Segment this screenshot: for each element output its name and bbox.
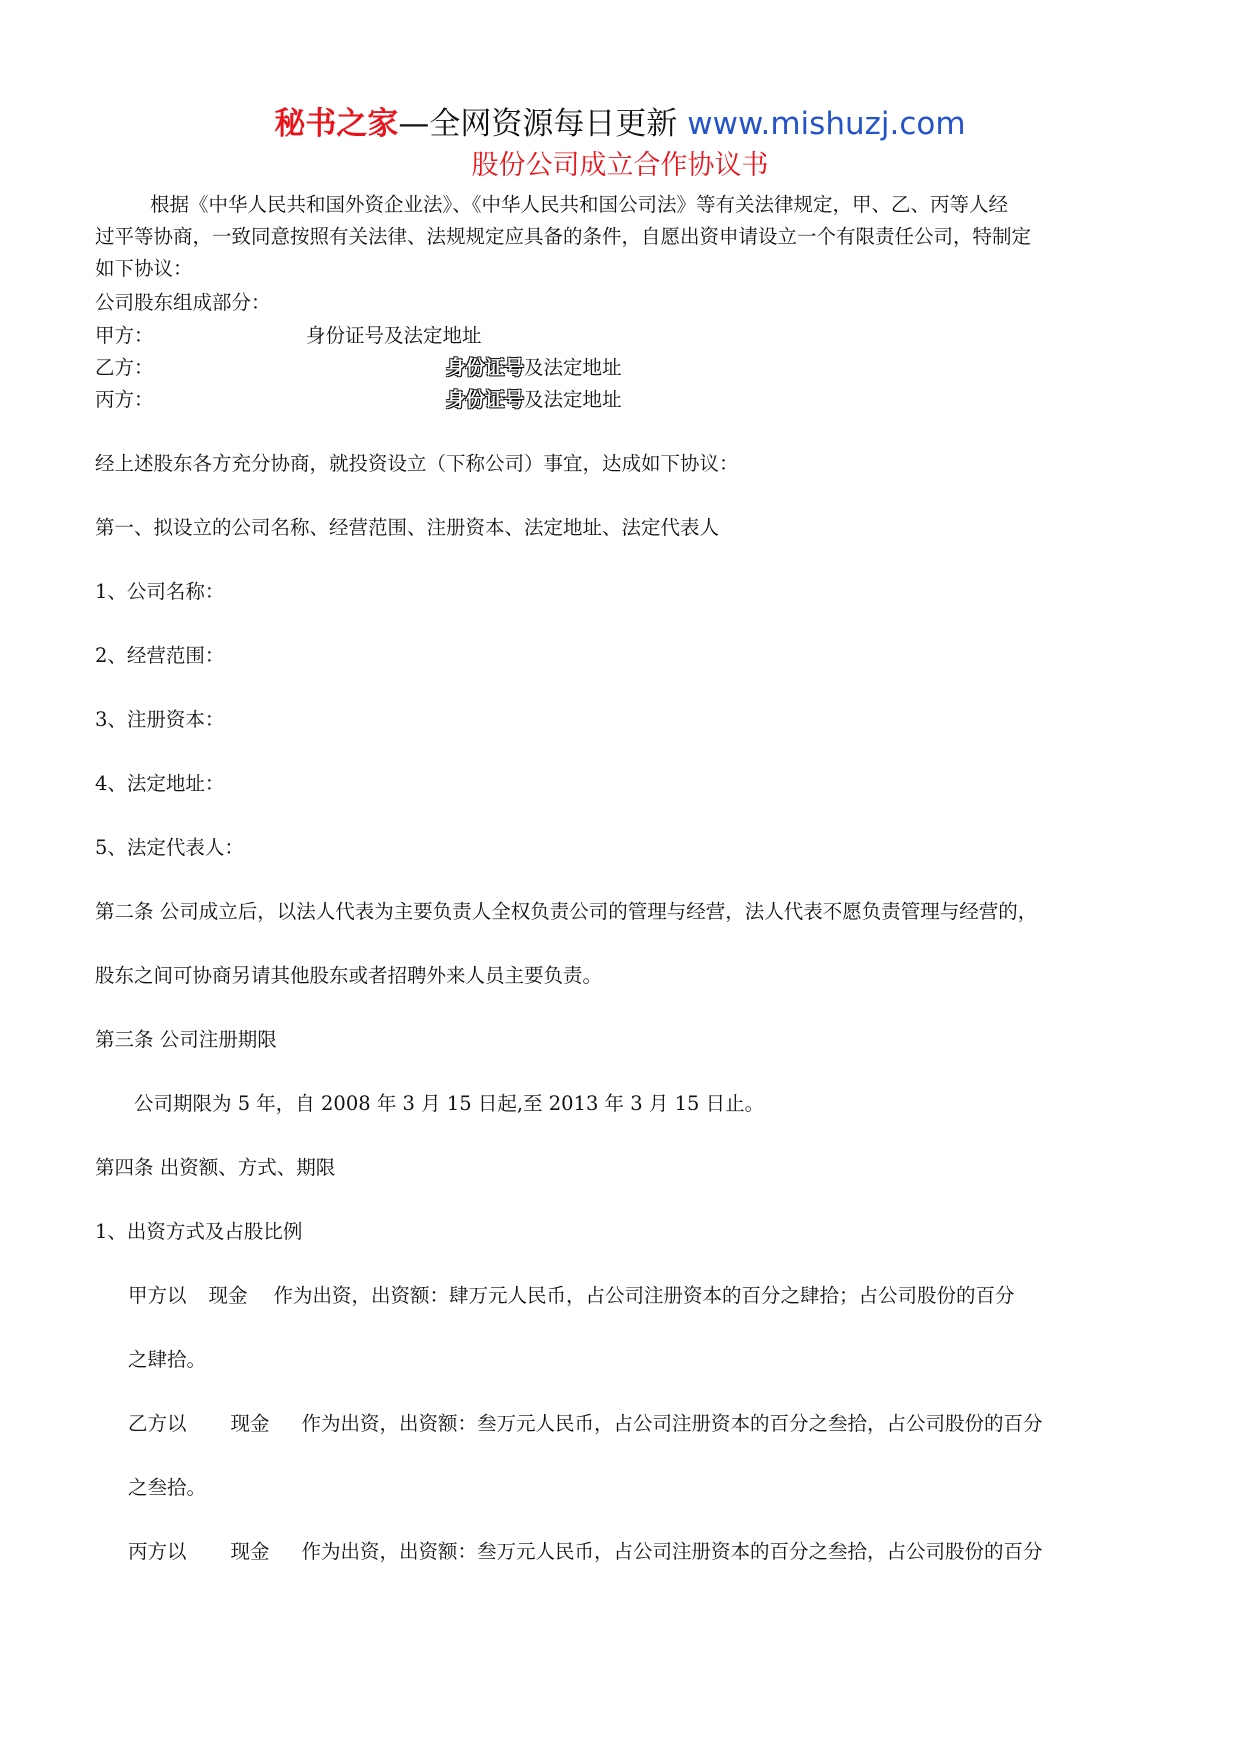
- document-title: 股份公司成立合作协议书: [471, 150, 769, 181]
- intro-line-1: 根据《中华人民共和国外资企业法》、《中华人民共和国公司法》等有关法律规定，甲、乙、丙等人经: [150, 193, 1009, 216]
- contribution-tail-a: 之肆拾。: [128, 1348, 207, 1371]
- article1-item-2: 2、经营范围：: [95, 644, 225, 667]
- contribution-method-b: 现金: [230, 1412, 270, 1435]
- article2-line-1: 第二条 公司成立后，以法人代表为主要负责人全权负责公司的管理与经营，法人代表不愿负责管理与经营的，: [95, 900, 1038, 923]
- party-id-text-a: 身份证号及法定地址: [306, 324, 482, 347]
- contribution-party-b: 乙方以: [128, 1412, 187, 1435]
- contribution-rest-a: 作为出资，出资额：肆万元人民币，占公司注册资本的百分之肆拾；占公司股份的百分: [273, 1284, 1015, 1307]
- party-label-c: 丙方：: [95, 388, 154, 411]
- shareholders-heading: 公司股东组成部分：: [95, 291, 271, 314]
- article3-heading: 第三条 公司注册期限: [95, 1028, 277, 1051]
- contribution-method-c: 现金: [230, 1540, 270, 1563]
- contribution-c: [128, 1536, 1043, 1568]
- contribution-tail-b: 之叁拾。: [128, 1476, 207, 1499]
- party-id-text-b: 及法定地址: [524, 356, 622, 379]
- contribution-party-c: 丙方以: [128, 1540, 187, 1563]
- party-id-outlined-b: 身份证号: [446, 356, 525, 379]
- contribution-b: [128, 1408, 1043, 1440]
- article1-item-4: 4、法定地址：: [95, 772, 225, 795]
- article4-sub: 1、出资方式及占股比例: [95, 1220, 303, 1243]
- site-url-link[interactable]: www.mishuzj.com: [687, 106, 966, 142]
- article4-heading: 第四条 出资额、方式、期限: [95, 1156, 336, 1179]
- party-id-b: [446, 352, 622, 384]
- party-id-a: [306, 320, 482, 352]
- intro-line-2: 过平等协商，一致同意按照有关法律、法规规定应具备的条件，自愿出资申请设立一个有限责任公司，特制定: [95, 225, 1032, 248]
- contribution-party-a: 甲方以: [128, 1284, 187, 1307]
- article1-item-1: 1、公司名称：: [95, 580, 225, 603]
- party-id-c: [446, 384, 622, 416]
- party-label-a: 甲方：: [95, 324, 154, 347]
- site-brand: 秘书之家: [274, 106, 399, 142]
- party-label-b: 乙方：: [95, 356, 154, 379]
- article1-item-3: 3、注册资本：: [95, 708, 225, 731]
- article1-heading: 第一、拟设立的公司名称、经营范围、注册资本、法定地址、法定代表人: [95, 516, 720, 539]
- consensus-statement: 经上述股东各方充分协商，就投资设立（下称公司）事宜，达成如下协议：: [95, 452, 739, 475]
- contribution-a: [128, 1280, 1015, 1312]
- article2-line-2: 股东之间可协商另请其他股东或者招聘外来人员主要负责。: [95, 964, 603, 987]
- site-slogan: —全网资源每日更新: [398, 106, 678, 142]
- contribution-method-a: 现金: [208, 1284, 248, 1307]
- site-header: [0, 100, 1240, 148]
- article3-body: 公司期限为 5 年，自 2008 年 3 月 15 日起,至 2013 年 3 月 15 日止。: [134, 1092, 765, 1115]
- party-id-outlined-c: 身份证号: [446, 388, 525, 411]
- contribution-rest-c: 作为出资，出资额：叁万元人民币，占公司注册资本的百分之叁拾，占公司股份的百分: [301, 1540, 1043, 1563]
- intro-line-3: 如下协议：: [95, 257, 193, 280]
- article1-item-5: 5、法定代表人：: [95, 836, 244, 859]
- party-id-text-c: 及法定地址: [524, 388, 622, 411]
- contribution-rest-b: 作为出资，出资额：叁万元人民币，占公司注册资本的百分之叁拾，占公司股份的百分: [301, 1412, 1043, 1435]
